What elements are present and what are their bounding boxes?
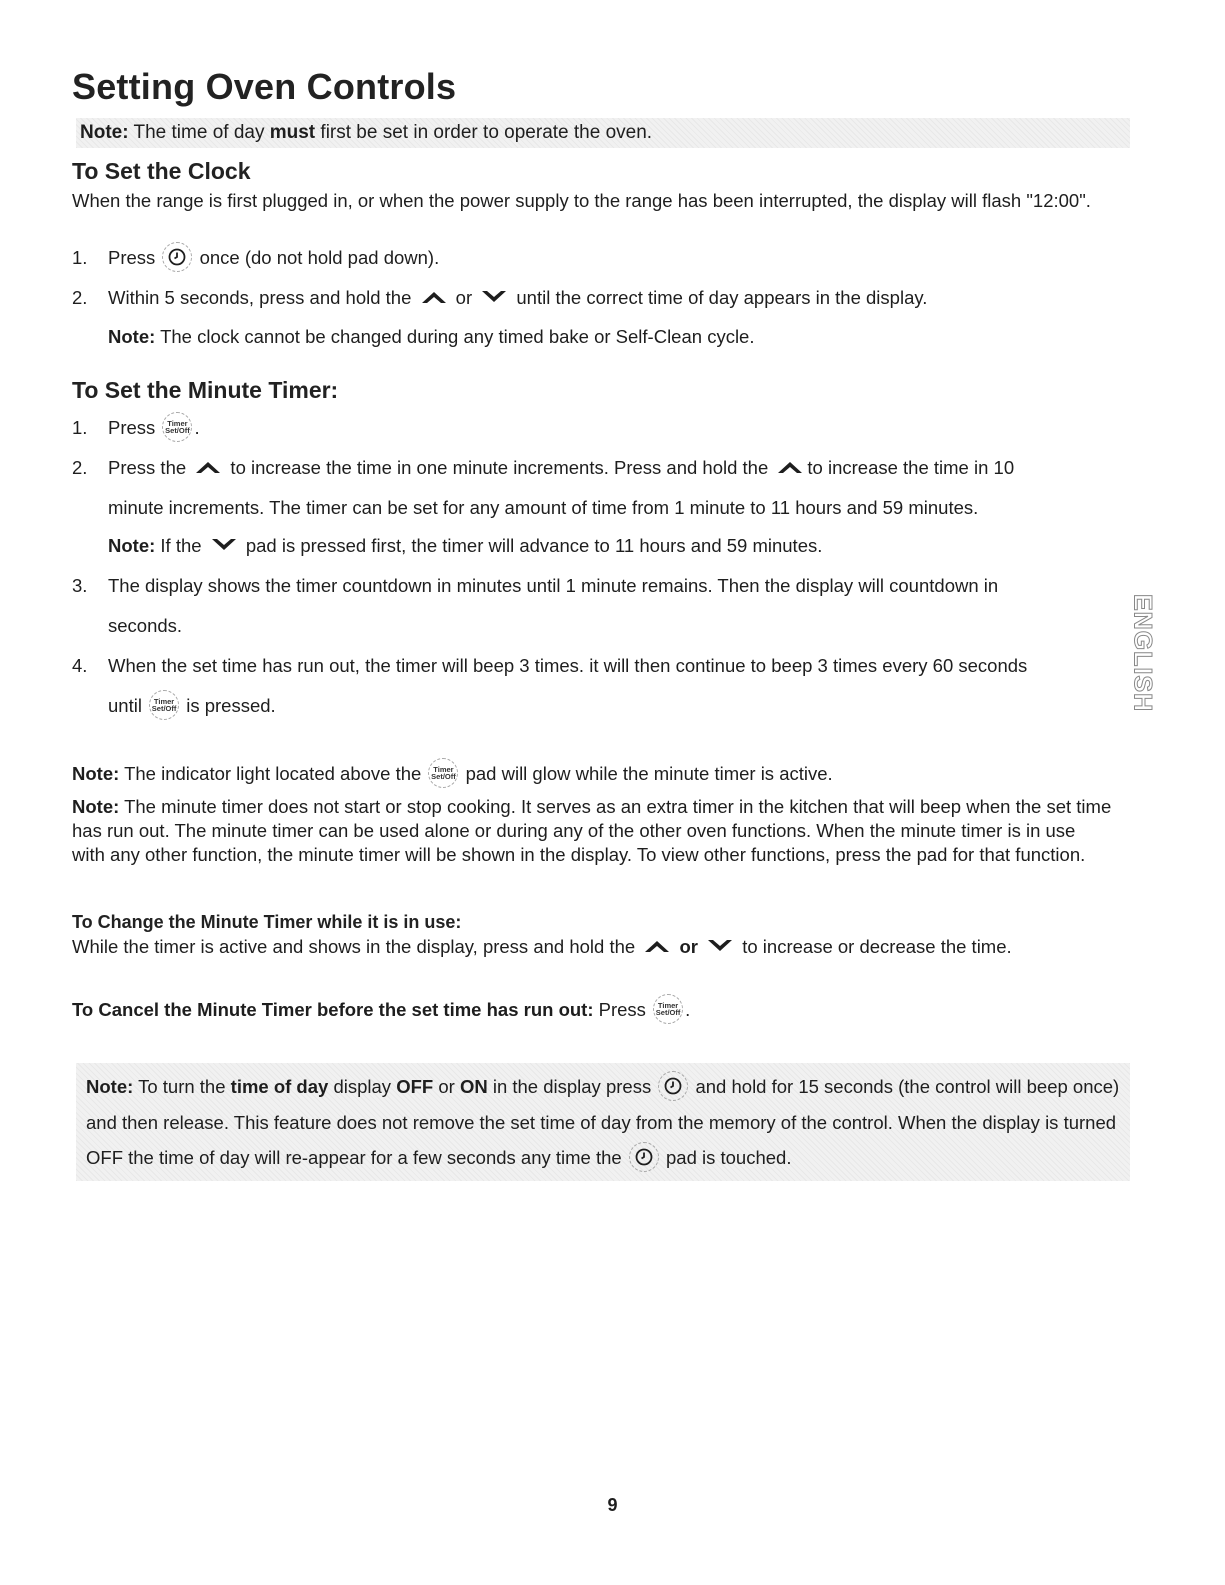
- note-text: pad is pressed first, the timer will advance to 11 hours and 59 minutes.: [240, 535, 823, 556]
- timer-pad-label: Timer: [167, 418, 188, 428]
- language-side-tab-label: ENGLISH: [1128, 593, 1157, 713]
- top-note-text-2: first be set in order to operate the oven.: [315, 122, 653, 143]
- timer-set-off-icon: [653, 994, 683, 1024]
- set-clock-note: [108, 325, 1108, 349]
- step-text-part: seconds.: [108, 615, 183, 636]
- step-text-part: When the set time has run out, the timer will beep 3 times. it will then continue to beep 3 times every 60 seconds: [108, 655, 1028, 676]
- set-clock-heading: To Set the Clock: [72, 158, 251, 184]
- note-text: The indicator light located above the: [119, 762, 427, 784]
- note-label: Note:: [72, 762, 120, 784]
- minute-timer-section: [72, 377, 1132, 404]
- cancel-timer-text: .: [685, 998, 691, 1020]
- note-text: and hold for 15 seconds (the control will beep once) and then release. This feature does not remove the set time of day from the memory of the control. When the display is turned OFF the time of day will re-appear for a few seconds any time the: [86, 1076, 1120, 1168]
- note-text: The minute timer does not start or stop cooking. It serves as an extra timer in the kitchen that will beep when the set time has run out. The minute timer can be used alone or during any of the other oven functions. When the minute timer is in use with any other function, the minute timer will be shown in the display. To view other functions, press the pad for that function.: [72, 796, 1112, 865]
- cancel-timer-text: Press: [593, 998, 652, 1020]
- note-text: pad will glow while the minute timer is active.: [460, 762, 833, 784]
- clock-icon: [629, 1142, 659, 1172]
- up-arrow-icon: [777, 460, 803, 474]
- step-text-part: .: [194, 417, 200, 438]
- minute-timer-step-2-note: [108, 534, 1108, 558]
- timer-pad-sublabel: Set/Off: [431, 772, 456, 781]
- down-arrow-icon: [211, 538, 237, 552]
- clock-icon: [162, 242, 192, 272]
- top-note: [76, 118, 1130, 148]
- down-arrow-icon: [481, 290, 507, 304]
- minute-timer-note: [72, 795, 1112, 867]
- note-label: Note:: [86, 1076, 134, 1097]
- step-text-part: Press the: [108, 457, 192, 478]
- timer-pad-sublabel: Set/Off: [151, 704, 177, 714]
- step-number: 2.: [72, 457, 88, 478]
- step-text-part: until: [108, 695, 148, 716]
- up-arrow-icon: [195, 460, 221, 474]
- step-text-part: until the correct time of day appears in the display.: [511, 287, 928, 308]
- note-emphasis: OFF: [396, 1076, 434, 1097]
- cancel-timer-heading: To Cancel the Minute Timer before the set time has run out:: [72, 998, 594, 1020]
- step-text: [108, 408, 1113, 448]
- change-timer-section: [72, 912, 1132, 959]
- clock-icon: [658, 1071, 688, 1101]
- up-arrow-icon: [644, 939, 670, 953]
- timer-pad-sublabel: Set/Off: [165, 426, 190, 436]
- step-text-part: The display shows the timer countdown in minutes until 1 minute remains. Then the display will countdown in: [108, 575, 999, 596]
- time-of-day-note: [76, 1063, 1130, 1181]
- note-label: Note:: [72, 796, 120, 817]
- up-arrow-icon: [421, 290, 447, 304]
- step-text: [108, 646, 1113, 726]
- step-text-part: or: [450, 287, 478, 308]
- top-note-label: Note:: [80, 122, 129, 143]
- step-text-part: Press: [108, 247, 161, 268]
- step-number: 1.: [72, 247, 88, 268]
- timer-pad-sublabel: Set/Off: [655, 1008, 681, 1017]
- note-label: Note:: [108, 535, 156, 556]
- language-side-tab: [1128, 588, 1156, 718]
- note-emphasis: time of day: [230, 1076, 329, 1097]
- timer-pad-label: Timer: [433, 764, 454, 774]
- down-arrow-icon: [707, 939, 733, 953]
- timer-set-off-icon: [162, 412, 192, 442]
- step-number: 1.: [72, 417, 88, 438]
- note-text: display: [328, 1076, 397, 1097]
- step-text-part: once (do not hold pad down).: [194, 247, 440, 268]
- top-note-text-1: The time of day: [128, 122, 270, 143]
- step-text-part: to increase the time in one minute increments. Press and hold the: [225, 457, 774, 478]
- step-text-part: minute increments. The timer can be set for any amount of time from 1 minute to 11 hours and 59 minutes.: [108, 497, 979, 518]
- step-number: 4.: [72, 655, 88, 676]
- note-text: The clock cannot be changed during any timed bake or Self-Clean cycle.: [155, 326, 755, 347]
- change-timer-text-part: to increase or decrease the time.: [737, 936, 1012, 957]
- note-text: in the display press: [487, 1076, 657, 1097]
- change-timer-heading: To Change the Minute Timer while it is in use:: [72, 912, 462, 932]
- change-timer-text: [72, 935, 1132, 959]
- note-text: To turn the: [133, 1076, 231, 1097]
- note-text: or: [433, 1076, 460, 1097]
- step-number: 3.: [72, 575, 88, 596]
- timer-set-off-icon: [149, 690, 179, 720]
- timer-set-off-icon: [428, 758, 458, 788]
- page-number: 9: [607, 1495, 618, 1515]
- step-text: [108, 566, 1113, 646]
- minute-timer-heading: To Set the Minute Timer:: [72, 377, 339, 403]
- indicator-note: [72, 760, 1132, 790]
- step-text-part: Within 5 seconds, press and hold the: [108, 287, 417, 308]
- set-clock-intro: When the range is first plugged in, or when the power supply to the range has been interrupted, the display will flash "12:00".: [72, 190, 1091, 211]
- note-text: If the: [155, 535, 207, 556]
- note-emphasis: ON: [459, 1076, 488, 1097]
- step-text: [108, 448, 1113, 528]
- change-timer-text-part: or: [674, 936, 704, 957]
- step-text-part: Press: [108, 417, 161, 438]
- step-text: [108, 278, 1113, 318]
- change-timer-text-part: While the timer is active and shows in the display, press and hold the: [72, 936, 641, 957]
- top-note-emphasis: must: [269, 122, 316, 143]
- set-clock-section: [72, 158, 1132, 213]
- step-text-part: to increase the time in 10: [807, 457, 1015, 478]
- timer-pad-label: Timer: [657, 1000, 679, 1010]
- step-number: 2.: [72, 287, 88, 308]
- step-text: [108, 238, 1113, 278]
- timer-pad-label: Timer: [153, 696, 175, 706]
- note-text: pad is touched.: [660, 1147, 792, 1168]
- cancel-timer-section: [72, 996, 1132, 1026]
- step-text-part: is pressed.: [181, 695, 276, 716]
- note-label: Note:: [108, 326, 156, 347]
- page-title: Setting Oven Controls: [72, 66, 457, 107]
